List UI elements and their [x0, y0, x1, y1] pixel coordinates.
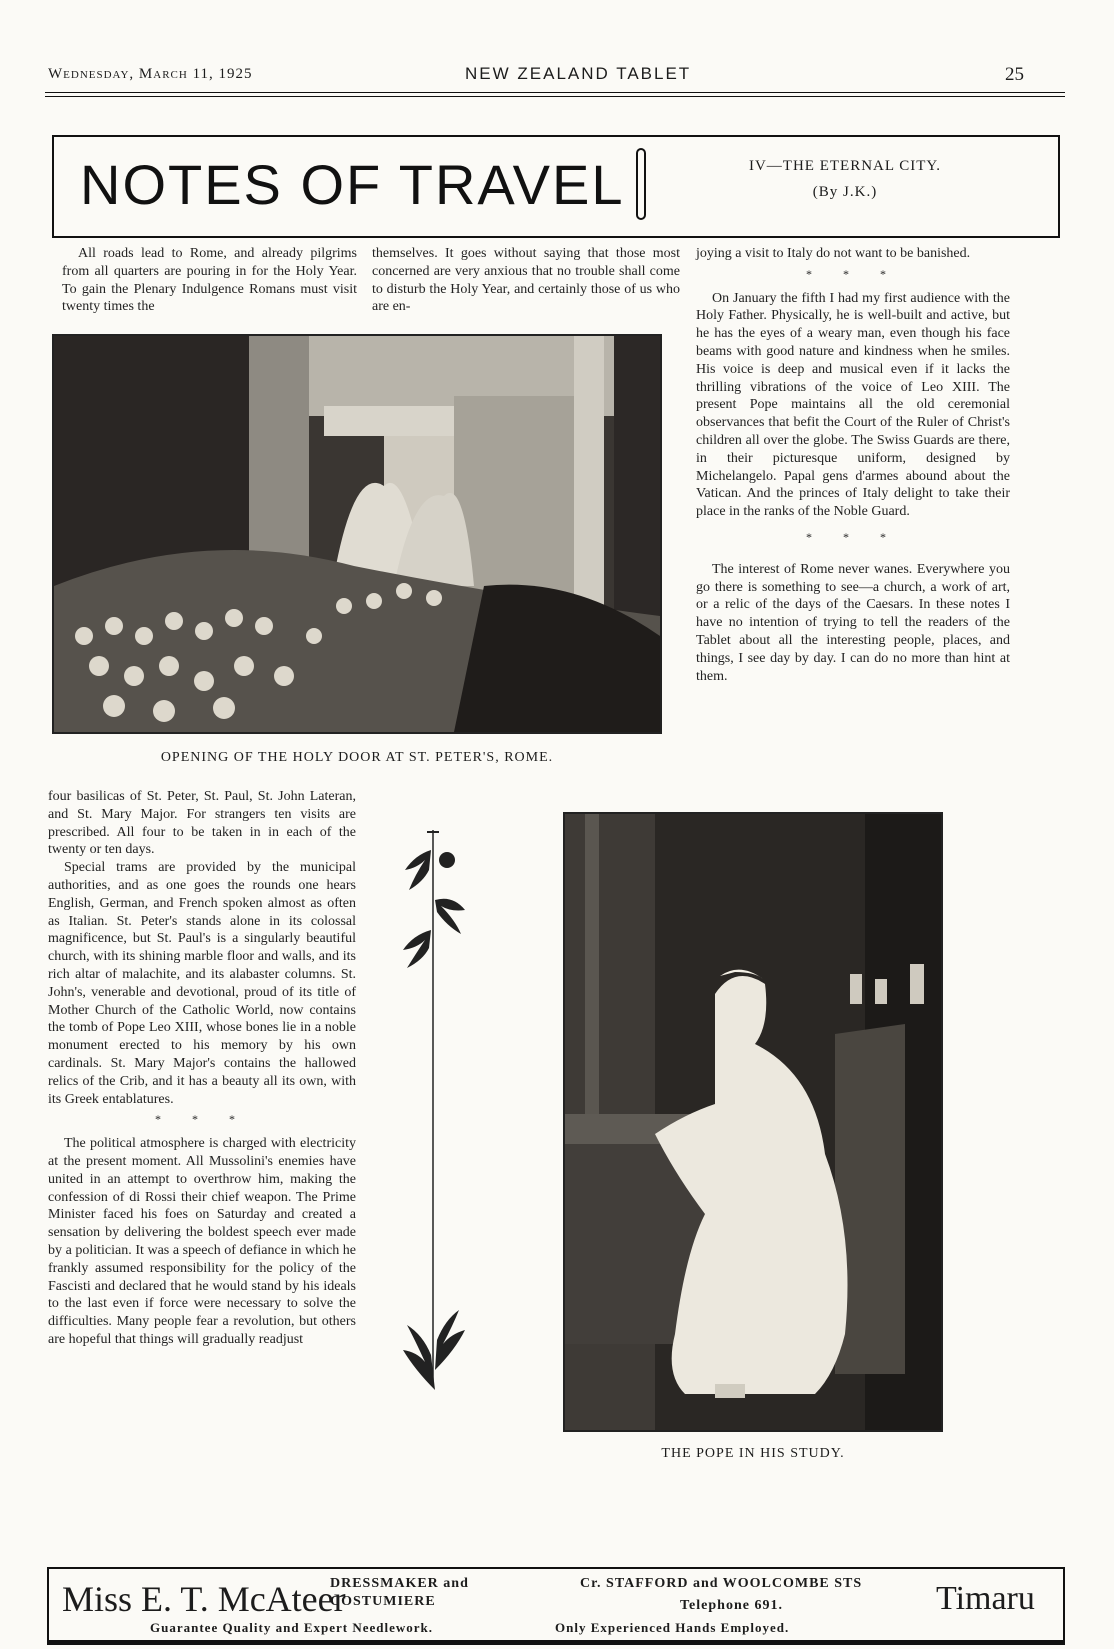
column-1-intro [62, 245, 357, 316]
pope-image [565, 814, 941, 1430]
intro-paragraph: All roads lead to Rome, and already pilgrims from all quarters are pouring in for the Holy Year. To gain the Plenary Indulgence Romans must visit twenty times the [62, 246, 357, 315]
holy-door-image [54, 336, 660, 732]
floral-ornament [395, 830, 475, 1390]
advert-phone: Telephone 691. [680, 1598, 783, 1613]
col2-paragraph: themselves. It goes without saying that those most concerned are very anxious that no trouble shall come to disturb the Holy Year, and certainly those of us who are en- [372, 246, 680, 315]
section-separator: * * * [806, 266, 900, 281]
header-rule-2 [45, 96, 1065, 97]
pope-photo [563, 812, 943, 1432]
pope-caption: THE POPE IN HIS STUDY. [661, 1446, 845, 1461]
advert-name: Miss E. T. McAteer [62, 1579, 346, 1619]
holy-door-caption: OPENING OF THE HOLY DOOR AT ST. PETER'S, ROME. [160, 750, 554, 765]
advert-slogan: Guarantee Quality and Expert Needlework. [150, 1620, 434, 1635]
header-rule [45, 92, 1065, 93]
advert-address: Cr. STAFFORD and WOOLCOMBE STS [580, 1576, 863, 1591]
holy-door-photo [52, 334, 662, 734]
left-paragraph-1: four basilicas of St. Peter, St. Paul, St. John Lateran, and St. Mary Major. For strangers ten visits are prescribed. All four to be taken in in each of the twenty or ten days. [48, 789, 356, 858]
advert-trade-2: COSTUMIERE [330, 1594, 436, 1609]
advert-town: Timaru [936, 1580, 1035, 1617]
issue-date: Wednesday, March 11, 1925 [48, 66, 253, 82]
publication-name: NEW ZEALAND TABLET [465, 64, 692, 83]
page-number: 25 [1005, 64, 1024, 85]
column-3 [696, 245, 1010, 685]
column-2-intro [372, 245, 680, 316]
section-separator: * * * [806, 529, 900, 544]
byline: (By J.K.) [812, 184, 878, 200]
left-paragraph-2: Special trams are provided by the municipal authorities, and as one goes the rounds one hears English, German, and French spoken almost as often as Italian. St. Peter's stands alone in its colossal magnificence, but St. Paul's is a singularly beautiful church, with its shining marble floor and walls, and its rich altar of malachite, and its alabaster columns. St. John's, venerable and devotional, proud of its title of Mother Church of the Catholic World, now contains the tomb of Pope Leo XIII, whose bones lie in a noble monument erected to his memory by his own cardinals. St. Mary Major's contains the hallowed relics of the Crib, and it has a beauty all its own, with its Greek entablatures. [48, 860, 356, 1107]
advert-trade-1: DRESSMAKER and [330, 1576, 469, 1591]
advert-staff: Only Experienced Hands Employed. [555, 1620, 790, 1635]
article-part: IV—THE ETERNAL CITY. [748, 158, 942, 174]
col3-paragraph-2: On January the fifth I had my first audience with the Holy Father. Physically, he is well-built and active, but he has the eyes of a weary man, even though his face beams with good nature and kindness when he smiles. His voice is deep and musical even if it lacks the thrilling vibrations of the voice of Leo XIII. The present Pope maintains all the old ceremonial observances that befit the Court of the Ruler of Christ's children all over the globe. The Swiss Guards are there, in their picturesque uniform, designed by Michelangelo. Papal gens d'armes abound about the Vatican. And the princes of Italy delight to take their place in the ranks of the Noble Guard. [696, 290, 1010, 520]
title-ornament [636, 148, 646, 220]
col3-paragraph-3: The interest of Rome never wanes. Everywhere you go there is something to see—a church, a work of art, or a relic of the days of the Caesars. In these notes I have no intention of trying to tell the readers of the Tablet about all the interesting people, places, and things, I see day by day. I can do no more than hint at them. [696, 561, 1010, 684]
article-title: NOTES OF TRAVEL [80, 153, 625, 216]
column-1-lower [48, 788, 356, 1349]
left-paragraph-3: The political atmosphere is charged with electricity at the present moment. All Mussolini's enemies have united in an attempt to overthrow him, making the confession of di Rossi their chief weapon. The Prime Minister faced his foes on Saturday and created a sensation by delivering the boldest speech ever made by a politician. It was a speech of defiance in which he frankly assumed responsibility for the policy of the Fascisti and declared that he would stand by his ideals to the last even if force were necessary to solve the difficulties. Many people fear a revolution, but others are hopeful that things will gradually readjust [48, 1136, 356, 1347]
col3-paragraph-1: joying a visit to Italy do not want to be banished. [696, 246, 971, 261]
section-separator: * * * [155, 1112, 249, 1127]
